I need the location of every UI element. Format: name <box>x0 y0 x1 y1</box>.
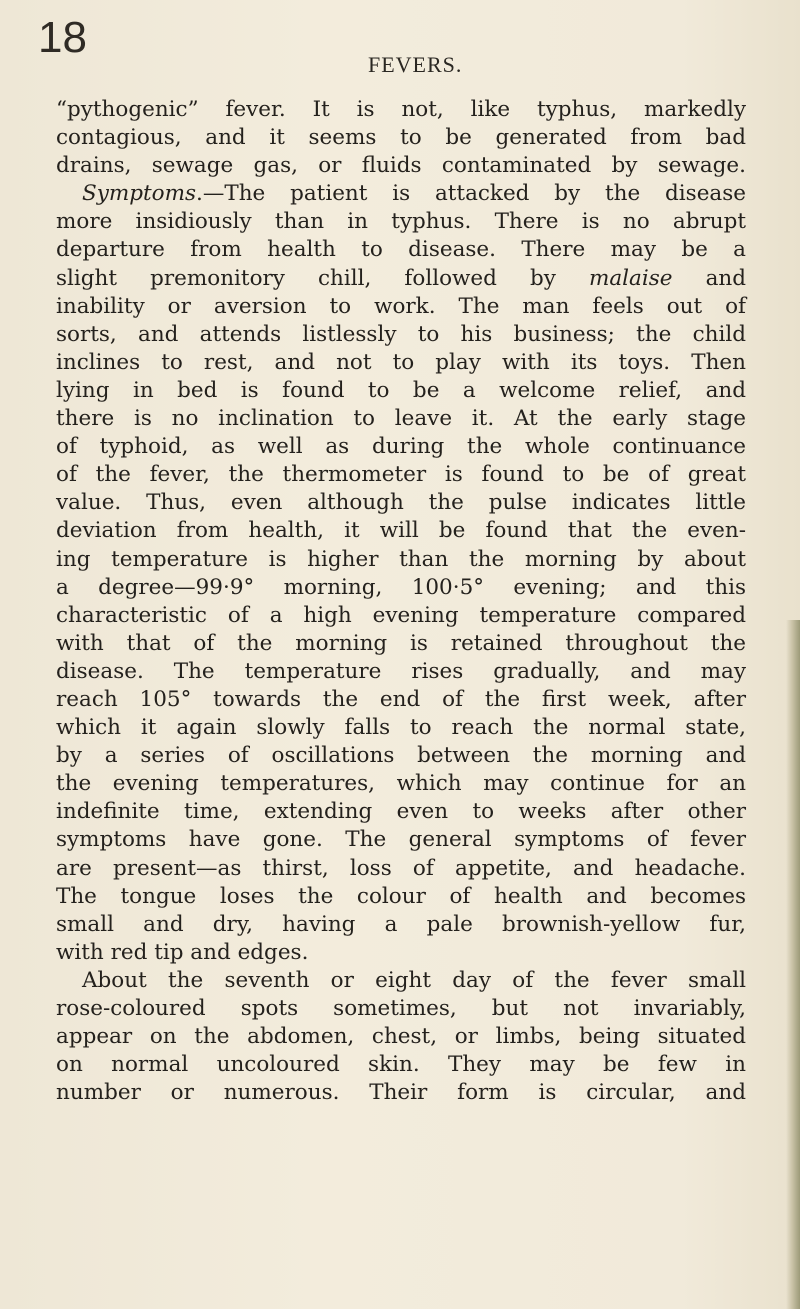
text-line: value. Thus, even although the pulse indicates little <box>56 490 746 516</box>
text-line: deviation from health, it will be found that the even- <box>56 518 746 544</box>
text-line: rose-coloured spots sometimes, but not invariably, <box>56 996 746 1021</box>
text-line: sorts, and attends listlessly to his business; the child <box>56 321 746 347</box>
text-line: of typhoid, as well as during the whole continuance <box>56 434 746 460</box>
text-line: lying in bed is found to be a welcome relief, and <box>56 377 746 403</box>
text-line-paragraph-end: with red tip and edges. <box>56 939 309 965</box>
page-edge-shadow <box>786 620 800 1309</box>
text-line: symptoms have gone. The general symptoms of fever <box>56 827 746 853</box>
text-line: small and dry, having a pale brownish-yellow fur, <box>56 911 746 937</box>
text-line: disease. The temperature rises gradually, and may <box>56 658 746 684</box>
text-line: About the seventh or eight day of the fever small <box>82 967 746 993</box>
text-line: contagious, and it seems to be generated from bad <box>56 125 746 151</box>
text-line: there is no inclination to leave it. At the early stage <box>56 406 746 432</box>
text-line: drains, sewage gas, or fluids contaminated by sewage. <box>56 153 746 179</box>
text-line: departure from health to disease. There may be a <box>56 237 746 263</box>
page-header <box>38 12 758 77</box>
text-line: The tongue loses the colour of health and becomes <box>56 883 746 909</box>
text-line: on normal uncoloured skin. They may be few in <box>56 1052 746 1078</box>
text-line: indefinite time, extending even to weeks after other <box>56 799 746 825</box>
text-line: which it again slowly falls to reach the normal state, <box>56 715 746 741</box>
text-line: a degree—99·9° morning, 100·5° evening; and this <box>56 574 746 600</box>
text-line: with that of the morning is retained throughout the <box>56 630 746 656</box>
text-line: slight premonitory chill, followed by malaise and <box>56 265 746 291</box>
running-head: FEVERS. <box>368 52 463 77</box>
text-line: ing temperature is higher than the morning by about <box>56 546 746 572</box>
text-line: inability or aversion to work. The man feels out of <box>56 293 746 319</box>
text-line: “pythogenic” fever. It is not, like typhus, markedly <box>56 97 746 122</box>
text-line: by a series of oscillations between the morning and <box>56 743 746 769</box>
text-line: are present—as thirst, loss of appetite, and headache. <box>56 855 746 881</box>
text-line: inclines to rest, and not to play with its toys. Then <box>56 349 746 375</box>
text-line: of the fever, the thermometer is found to be of great <box>56 462 746 488</box>
body-text <box>56 96 746 1107</box>
text-line: characteristic of a high evening temperature compared <box>56 602 746 628</box>
page-number: 18 <box>38 13 87 62</box>
text-line: reach 105° towards the end of the first week, after <box>56 686 746 712</box>
text-line: number or numerous. Their form is circular, and <box>56 1080 746 1106</box>
text-line: the evening temperatures, which may continue for an <box>56 771 746 797</box>
text-line: more insidiously than in typhus. There is no abrupt <box>56 209 746 235</box>
text-line: appear on the abdomen, chest, or limbs, being situated <box>56 1024 746 1050</box>
text-line-symptoms-heading: Symptoms.—The patient is attacked by the disease <box>82 181 746 207</box>
